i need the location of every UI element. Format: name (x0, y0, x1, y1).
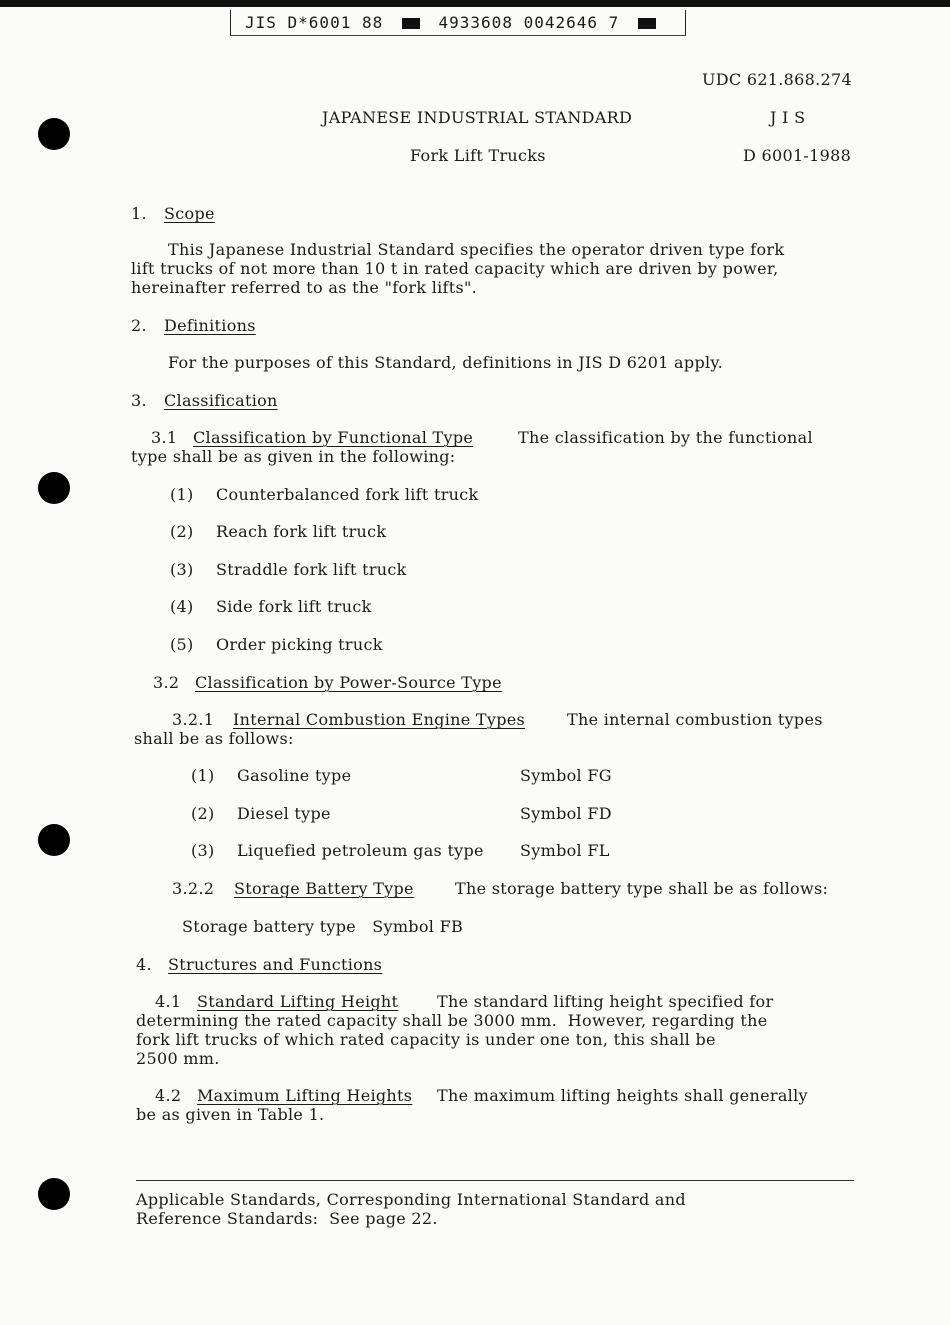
footnote-line: Applicable Standards, Corresponding International Standard and (136, 1190, 686, 1209)
section-3-1-text: The classification by the functional (518, 428, 813, 447)
section-3-1-text: type shall be as given in the following: (131, 447, 456, 466)
punch-hole-icon (38, 472, 70, 504)
barcode-block-icon (638, 18, 656, 29)
header-code-part2: 4933608 0042646 7 (438, 13, 620, 32)
section-4-1-number: 4.1 (155, 992, 182, 1011)
list-item: Reach fork lift truck (216, 522, 387, 541)
section-1-number: 1. (131, 204, 147, 223)
punch-hole-icon (38, 1178, 70, 1210)
header-code-part1: JIS D*6001 88 (245, 13, 384, 32)
storage-battery-symbol: Storage battery type Symbol FB (182, 917, 464, 936)
punch-hole-icon (38, 824, 70, 856)
footnote-line: Reference Standards: See page 22. (136, 1209, 438, 1228)
section-3-2-1-text: shall be as follows: (134, 729, 294, 748)
section-3-number: 3. (131, 391, 147, 410)
section-3-2-number: 3.2 (153, 673, 180, 692)
scope-line: hereinafter referred to as the "fork lifts". (131, 278, 478, 297)
section-4-number: 4. (136, 955, 152, 974)
section-3-2-heading: Classification by Power-Source Type (195, 673, 502, 692)
list-item: Order picking truck (216, 635, 383, 654)
footnote-divider (136, 1180, 854, 1181)
top-border (0, 0, 950, 7)
section-4-2-number: 4.2 (155, 1086, 182, 1105)
barcode-block-icon (402, 18, 420, 29)
list-item-symbol: Symbol FD (520, 804, 612, 823)
section-4-heading: Structures and Functions (168, 955, 383, 974)
list-item: Straddle fork lift truck (216, 560, 407, 579)
definitions-text: For the purposes of this Standard, definitions in JIS D 6201 apply. (168, 353, 723, 372)
scope-line: lift trucks of not more than 10 t in rated capacity which are driven by power, (131, 259, 779, 278)
list-item-number: (5) (170, 635, 194, 654)
section-3-2-2-number: 3.2.2 (172, 879, 215, 898)
section-4-1-text: determining the rated capacity shall be 3000 mm. However, regarding the (136, 1011, 768, 1030)
section-3-1-heading: Classification by Functional Type (193, 428, 474, 447)
section-4-1-text: The standard lifting height specified for (437, 992, 774, 1011)
section-2-number: 2. (131, 316, 147, 335)
list-item-number: (2) (170, 522, 194, 541)
list-item: Side fork lift truck (216, 597, 372, 616)
section-3-2-1-heading: Internal Combustion Engine Types (233, 710, 526, 729)
list-item-symbol: Symbol FL (520, 841, 610, 860)
section-3-2-1-number: 3.2.1 (172, 710, 215, 729)
section-4-2-text: be as given in Table 1. (136, 1105, 325, 1124)
section-3-2-2-text: The storage battery type shall be as follows: (455, 879, 829, 898)
punch-hole-icon (38, 118, 70, 150)
section-4-1-text: 2500 mm. (136, 1049, 220, 1068)
list-item-number: (1) (170, 485, 194, 504)
list-item-number: (3) (191, 841, 215, 860)
list-item-number: (4) (170, 597, 194, 616)
list-item: Counterbalanced fork lift truck (216, 485, 479, 504)
section-3-2-1-text: The internal combustion types (567, 710, 823, 729)
standard-org: JAPANESE INDUSTRIAL STANDARD (322, 108, 633, 127)
scope-line: This Japanese Industrial Standard specifies the operator driven type fork (168, 240, 785, 259)
section-3-1-number: 3.1 (151, 428, 178, 447)
list-item: Diesel type (237, 804, 331, 823)
document-code-header (230, 10, 686, 36)
jis-mark: J I S (770, 108, 806, 127)
list-item-number: (2) (191, 804, 215, 823)
document-title: Fork Lift Trucks (410, 146, 546, 165)
udc-code: UDC 621.868.274 (702, 70, 852, 89)
section-4-1-heading: Standard Lifting Height (197, 992, 399, 1011)
section-4-2-heading: Maximum Lifting Heights (197, 1086, 413, 1105)
section-2-heading: Definitions (164, 316, 256, 335)
list-item-number: (1) (191, 766, 215, 785)
section-3-heading: Classification (164, 391, 278, 410)
standard-number: D 6001-1988 (743, 146, 852, 165)
section-4-1-text: fork lift trucks of which rated capacity is under one ton, this shall be (136, 1030, 716, 1049)
section-3-2-2-heading: Storage Battery Type (234, 879, 414, 898)
section-4-2-text: The maximum lifting heights shall generally (437, 1086, 808, 1105)
list-item: Gasoline type (237, 766, 352, 785)
list-item-symbol: Symbol FG (520, 766, 612, 785)
list-item: Liquefied petroleum gas type (237, 841, 484, 860)
list-item-number: (3) (170, 560, 194, 579)
section-1-heading: Scope (164, 204, 215, 223)
